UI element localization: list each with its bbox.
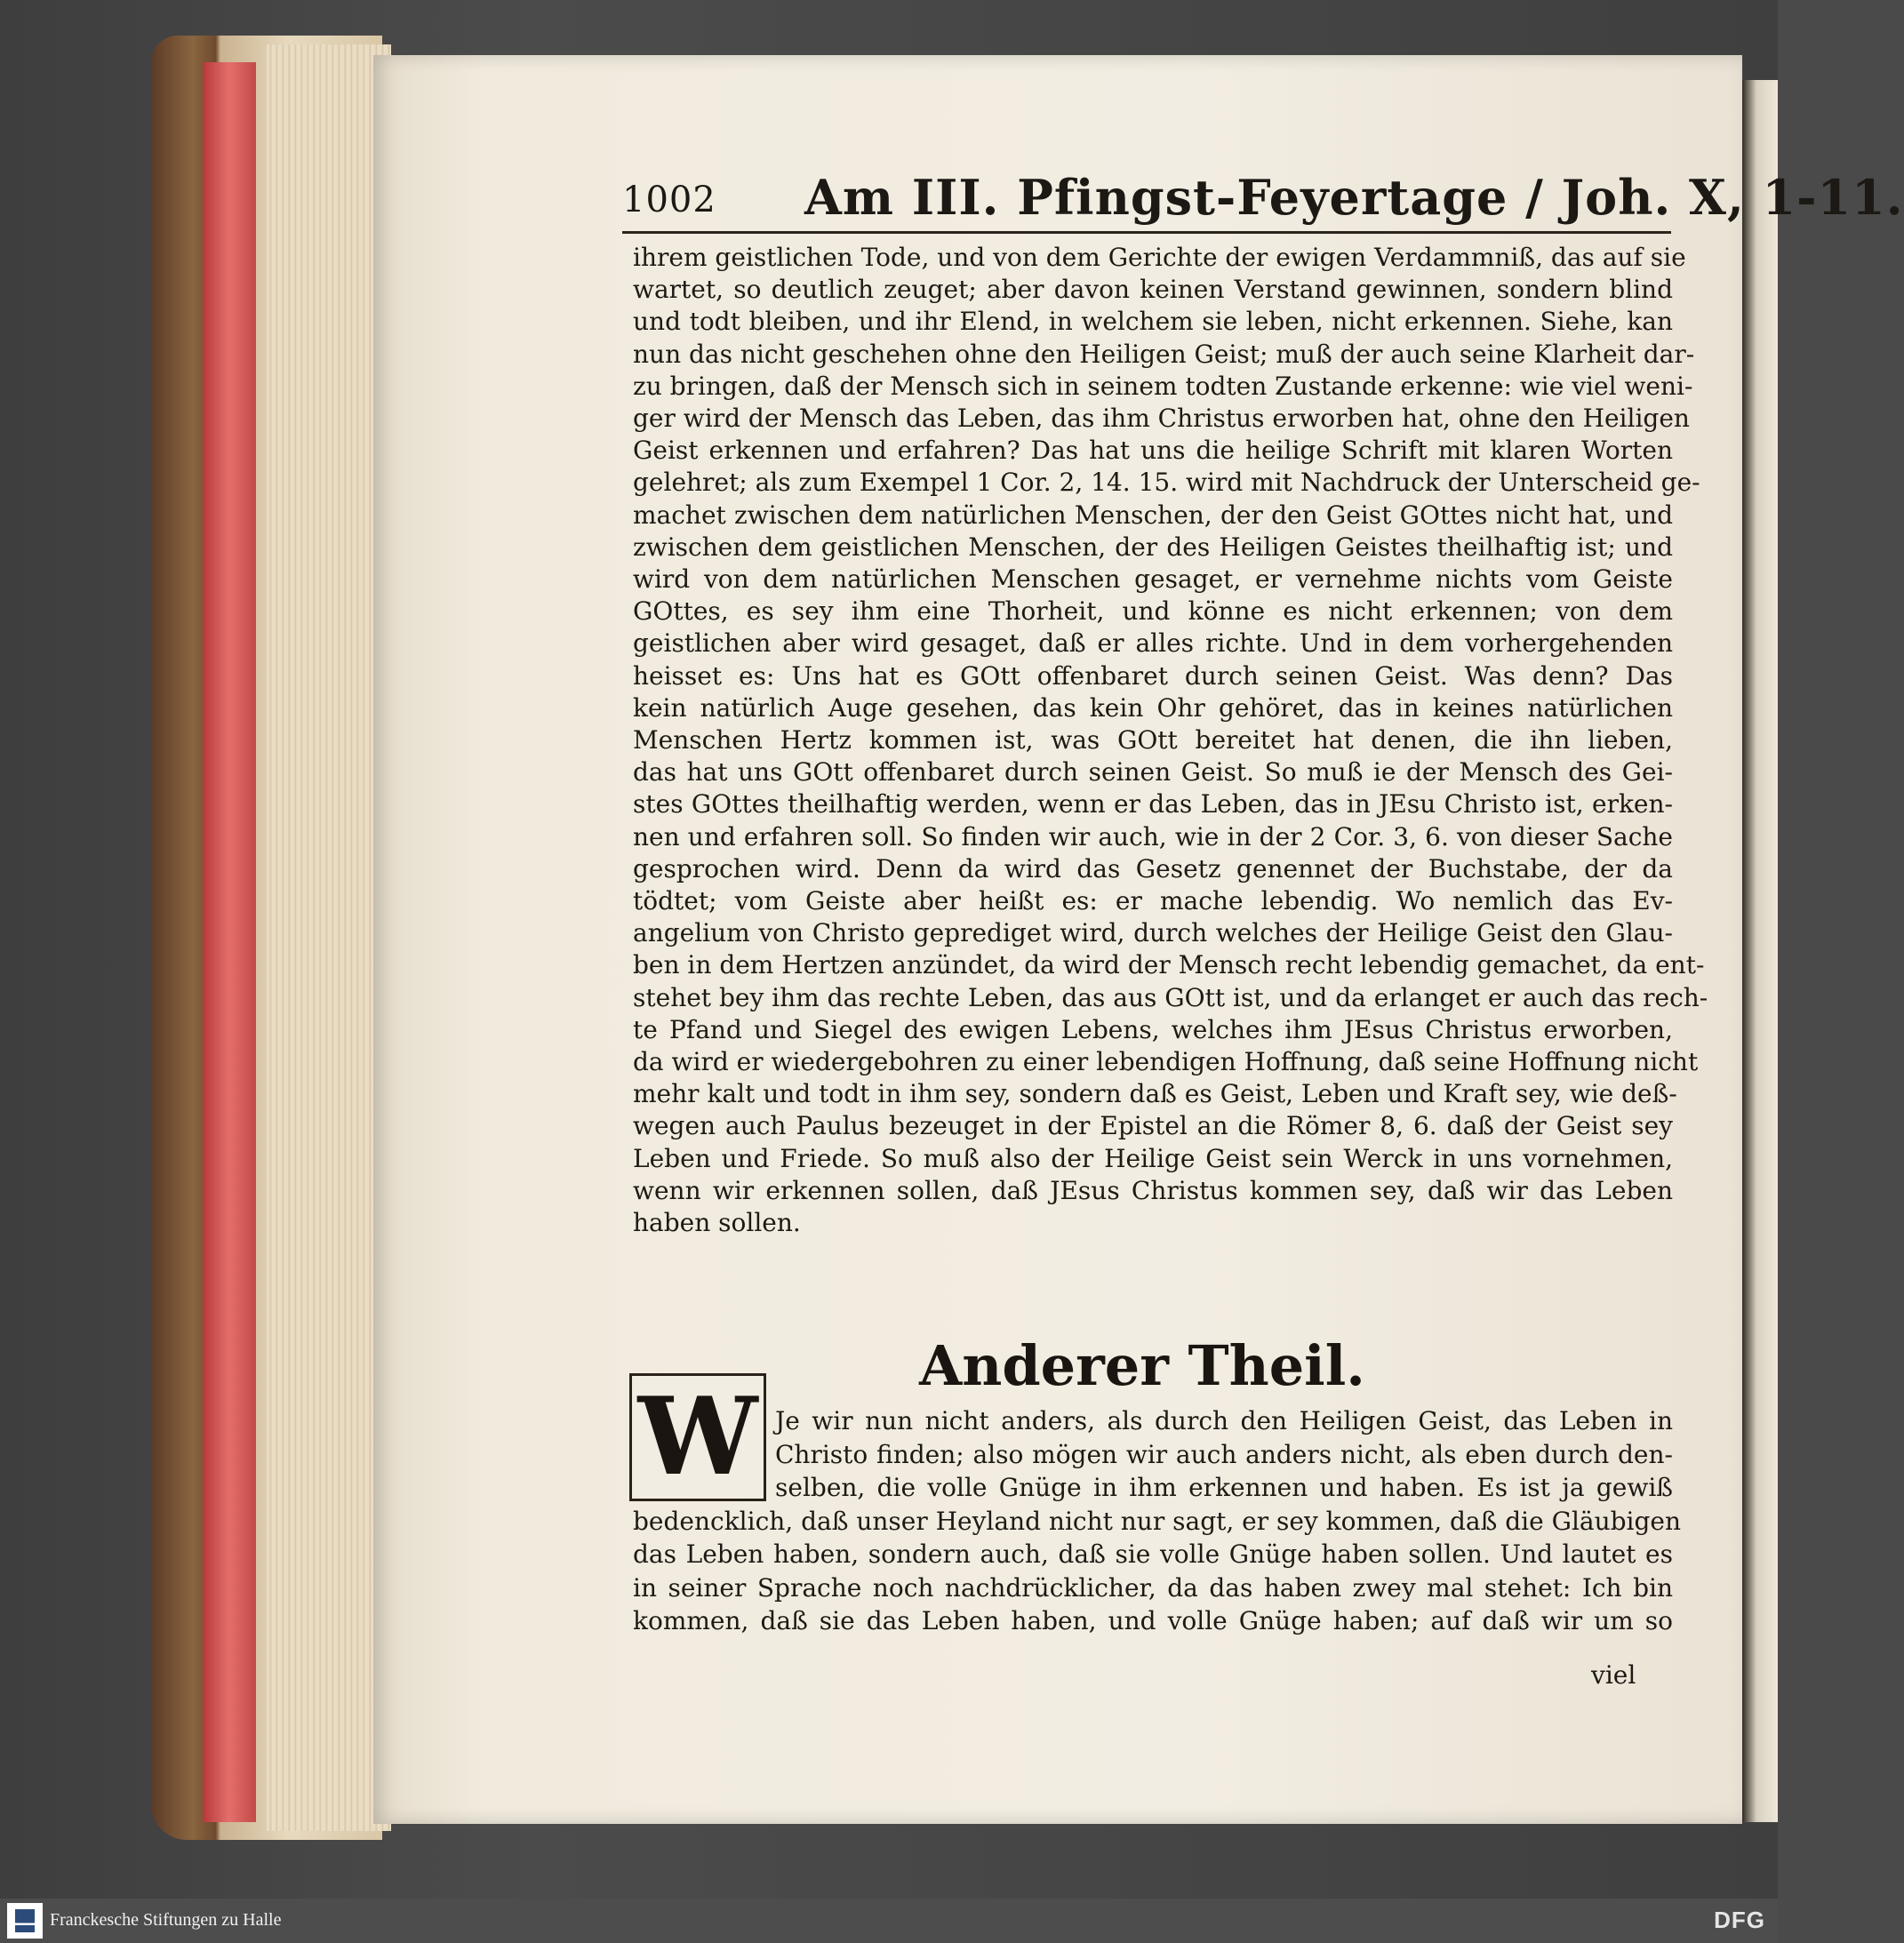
text-line: heisset es: Uns hat es GOtt offenbaret durch seinen Geist. Was denn? Das <box>633 660 1673 691</box>
running-title: Am III. Pfingst-Feyertage / Joh. X, 1-11. <box>804 169 1904 226</box>
funder-logo[interactable]: DFG <box>1714 1907 1765 1933</box>
text-line: gelehret; als zum Exempel 1 Cor. 2, 14. 15. wird mit Nachdruck der Unterscheid ge- <box>633 468 1700 498</box>
text-line: da wird er wiedergebohren zu einer lebendigen Hoffnung, daß seine Hoffnung nicht <box>633 1047 1699 1077</box>
text-line: ihrem geistlichen Tode, und von dem Gerichte der ewigen Verdammniß, das auf sie <box>633 243 1686 272</box>
text-line: geistlichen aber wird gesaget, daß er alles richte. Und in dem vorhergehenden <box>633 628 1673 659</box>
catchword: viel <box>1591 1660 1636 1690</box>
section-text-line: bedencklich, daß unser Heyland nicht nur sagt, er sey kommen, daß die Gläubigen <box>633 1506 1682 1536</box>
section-text-line: Je wir nun nicht anders, als durch den Heiligen Geist, das Leben in <box>775 1406 1673 1435</box>
institution-logo-icon[interactable] <box>7 1903 43 1939</box>
text-line: zu bringen, daß der Mensch sich in seinem todten Zustande erkenne: wie viel weni- <box>633 371 1693 401</box>
text-line: nen und erfahren soll. So finden wir auch, wie in der 2 Cor. 3, 6. von dieser Sache <box>633 821 1673 852</box>
text-line: wartet, so deutlich zeuget; aber davon keinen Verstand gewinnen, sondern blind <box>633 275 1673 305</box>
facing-page-edge <box>1742 80 1778 1822</box>
text-line: und todt bleiben, und ihr Elend, in welchem sie leben, nicht erkennen. Siehe, kan <box>633 307 1673 337</box>
section-text-line: in seiner Sprache noch nachdrücklicher, da das haben zwey mal stehet: Ich bin <box>633 1572 1673 1603</box>
section-text-line: Christo finden; also mögen wir auch anders nicht, als eben durch den- <box>775 1439 1673 1469</box>
text-line: Leben und Friede. So muß also der Heilige Geist sein Werck in uns vornehmen, <box>633 1143 1673 1173</box>
header-rule <box>622 231 1671 234</box>
text-line: ger wird der Mensch das Leben, das ihm Christus erworben hat, ohne den Heiligen <box>633 404 1690 434</box>
section-text-line: kommen, daß sie das Leben haben, und volle Gnüge haben; auf daß wir um so <box>633 1606 1673 1635</box>
text-line: Geist erkennen und erfahren? Das hat uns die heilige Schrift mit klaren Worten <box>633 436 1673 466</box>
text-line: Menschen Hertz kommen ist, was GOtt bereitet hat denen, die ihn lieben, <box>633 725 1673 756</box>
page-header <box>622 169 1904 231</box>
text-line: wird von dem natürlichen Menschen gesaget, er vernehme nichts vom Geiste <box>633 564 1673 595</box>
text-line: haben sollen. <box>633 1208 801 1238</box>
text-line: wenn wir erkennen sollen, daß JEsus Christus kommen sey, daß wir das Leben <box>633 1175 1673 1205</box>
viewer-footer <box>0 1899 1778 1943</box>
text-line: machet zwischen dem natürlichen Menschen, der den Geist GOttes nicht hat, und <box>633 500 1673 530</box>
text-line: stehet bey ihm das rechte Leben, das aus GOtt ist, und da erlanget er auch das rech- <box>633 982 1708 1012</box>
text-line: kein natürlich Auge gesehen, das kein Ohr gehöret, das in keines natürlichen <box>633 692 1673 723</box>
text-line: wegen auch Paulus bezeuget in der Epistel an die Römer 8, 6. daß der Geist sey <box>633 1111 1673 1141</box>
section-text <box>633 1404 1682 1638</box>
text-line: das hat uns GOtt offenbaret durch seinen Geist. So muß ie der Mensch des Gei- <box>633 757 1673 788</box>
text-line: ben in dem Hertzen anzündet, da wird der Mensch recht lebendig gemachet, da ent- <box>633 950 1705 980</box>
drop-initial: W <box>629 1373 766 1501</box>
text-line: GOttes, es sey ihm eine Thorheit, und könne es nicht erkennen; von dem <box>633 596 1673 627</box>
institution-name[interactable]: Franckesche Stiftungen zu Halle <box>50 1910 282 1930</box>
text-line: angelium von Christo geprediget wird, durch welches der Heilige Geist den Glau- <box>633 918 1673 948</box>
section-text-line: das Leben haben, sondern auch, daß sie volle Gnüge haben sollen. Und lautet es <box>633 1539 1673 1569</box>
section-heading: Anderer Theil. <box>919 1333 1365 1398</box>
text-line: nun das nicht geschehen ohne den Heiligen Geist; muß der auch seine Klarheit dar- <box>633 339 1695 369</box>
text-line: mehr kalt und todt in ihm sey, sondern daß es Geist, Leben und Kraft sey, wie deß- <box>633 1079 1677 1109</box>
text-line: te Pfand und Siegel des ewigen Lebens, welches ihm JEsus Christus erworben, <box>633 1014 1673 1044</box>
page-number: 1002 <box>622 180 716 220</box>
section-text-line: selben, die volle Gnüge in ihm erkennen und haben. Es ist ja gewiß <box>775 1473 1673 1502</box>
logo-mark <box>15 1909 35 1932</box>
text-line: gesprochen wird. Denn da wird das Gesetz genennet der Buchstabe, der da <box>633 853 1673 884</box>
body-text <box>633 242 1708 1239</box>
text-line: tödtet; vom Geiste aber heißt es: er mache lebendig. Wo nemlich das Ev- <box>633 886 1673 916</box>
red-page-edge <box>203 62 256 1822</box>
text-line: stes GOttes theilhaftig werden, wenn er das Leben, das in JEsu Christo ist, erken- <box>633 789 1673 820</box>
page-stack <box>267 44 391 1831</box>
text-line: zwischen dem geistlichen Menschen, der des Heiligen Geistes theilhaftig ist; und <box>633 532 1673 562</box>
